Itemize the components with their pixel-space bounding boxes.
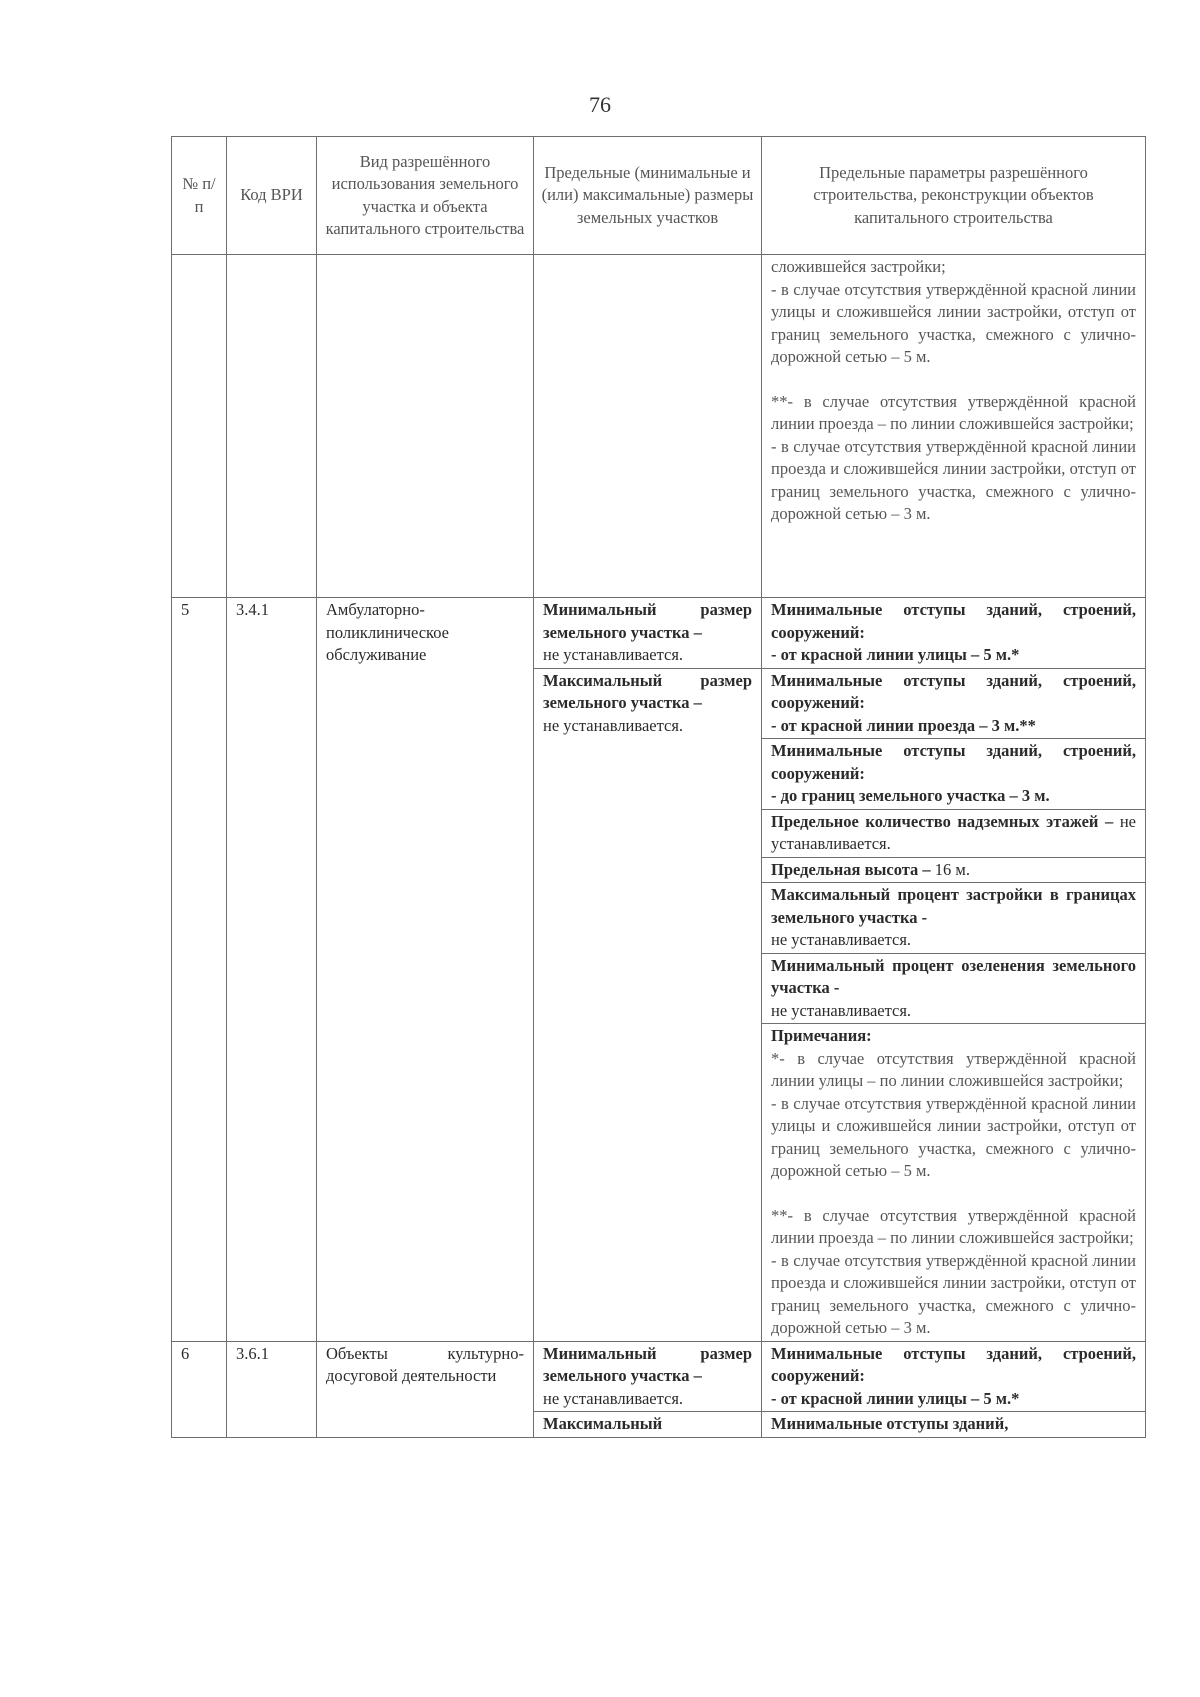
param-value: 16 м.: [934, 859, 970, 879]
param-title: Предельная высота –: [771, 859, 931, 879]
max-size-value: не устанавливается.: [543, 715, 684, 735]
param-value: - от красной линии проезда – 3 м.**: [771, 715, 1036, 735]
header-size: Предельные (минимальные и (или) максимальные) размеры земельных участков: [534, 137, 762, 255]
row5-param-floors: [762, 809, 1146, 857]
row5-code: 3.4.1: [227, 598, 317, 1342]
max-size-title: Максимальный: [543, 1414, 663, 1433]
notes-title: Примечания:: [771, 1026, 872, 1045]
param-value: не устанавливается.: [771, 930, 912, 949]
param-value: - до границ земельного участка – 3 м.: [771, 786, 1050, 805]
cell-use-empty: [317, 255, 534, 598]
continuation-text: - в случае отсутствия утверждённой красной линии проезда и сложившейся линии застройки, отступ от границ земельного участка, смежного с улично-дорожной сетью – 3 м.: [771, 436, 1136, 523]
note-text: - в случае отсутствия утверждённой красной линии улицы и сложившейся линии застройки, отступ от границ земельного участка, смежного с улично-дорожной сетью – 5 м.: [771, 1093, 1136, 1180]
param-title: Максимальный процент застройки в границах земельного участка -: [771, 885, 1136, 927]
param-value: - от красной линии улицы – 5 м.*: [771, 1388, 1020, 1408]
row6-use: Объекты культурно-досуговой деятельности: [317, 1341, 534, 1437]
param-title: Минимальные отступы зданий, строений, сооружений:: [771, 1343, 1136, 1385]
note-text: *- в случае отсутствия утверждённой красной линии улицы – по линии сложившейся застройки;: [771, 1048, 1136, 1090]
land-use-table: [171, 136, 1146, 1438]
row6-min-size: [534, 1341, 762, 1412]
min-size-title: Минимальный размер земельного участка –: [543, 1343, 752, 1385]
row5-num: 5: [172, 598, 227, 1342]
row5-param-border: [762, 739, 1146, 810]
page-number: 76: [589, 92, 611, 117]
row5-param-red-street: [762, 598, 1146, 669]
row5-param-height: [762, 857, 1146, 883]
param-value: не устанавливается.: [771, 1000, 912, 1020]
continuation-text: - в случае отсутствия утверждённой красной линии улицы и сложившейся линии застройки, отступ от границ земельного участка, смежного с улично-дорожной сетью – 5 м.: [771, 279, 1136, 366]
header-num: № п/п: [172, 137, 227, 255]
param-title: Минимальные отступы зданий, строений, сооружений:: [771, 741, 1136, 783]
param-value: не устанавливается.: [771, 811, 1136, 853]
row5-use: Амбулаторно-поликлиническое обслуживание: [317, 598, 534, 1342]
row5-notes: [762, 1024, 1146, 1342]
min-size-title: Минимальный размер земельного участка –: [543, 600, 752, 642]
row6-max-size: [534, 1412, 762, 1438]
param-title: Минимальные отступы зданий, строений, сооружений:: [771, 670, 1136, 712]
note-text: **- в случае отсутствия утверждённой красной линии проезда – по линии сложившейся застройки;: [771, 1205, 1136, 1247]
row5-param-green-pct: [762, 953, 1146, 1024]
param-title: Предельное количество надземных этажей –: [771, 811, 1114, 831]
note-text: - в случае отсутствия утверждённой красной линии проезда и сложившейся линии застройки, отступ от границ земельного участка, смежного с улично-дорожной сетью – 3 м.: [771, 1250, 1136, 1337]
header-params: Предельные параметры разрешённого строительства, реконструкции объектов капитального строительства: [762, 137, 1146, 255]
param-title: Минимальные отступы зданий, строений, сооружений:: [771, 600, 1136, 642]
cell-code-empty: [227, 255, 317, 598]
min-size-value: не устанавливается.: [543, 1388, 684, 1408]
param-title: Минимальные отступы зданий,: [771, 1414, 1009, 1433]
cell-num-empty: [172, 255, 227, 598]
row6-param-red-street: [762, 1341, 1146, 1412]
header-code: Код ВРИ: [227, 137, 317, 255]
min-size-value: не устанавливается.: [543, 645, 684, 664]
param-value: - от красной линии улицы – 5 м.*: [771, 645, 1020, 664]
row6-param-next: [762, 1412, 1146, 1438]
cell-size-empty: [534, 255, 762, 598]
continuation-text: сложившейся застройки;: [771, 257, 946, 276]
row6-num: 6: [172, 1341, 227, 1437]
table-row: [172, 255, 1146, 598]
row5-param-build-pct: [762, 883, 1146, 954]
cell-params-continuation: [762, 255, 1146, 598]
row6-code: 3.6.1: [227, 1341, 317, 1437]
continuation-text: **- в случае отсутствия утверждённой красной линии проезда – по линии сложившейся застройки;: [771, 391, 1136, 433]
row5-max-size: [534, 668, 762, 1341]
row5-param-red-drive: [762, 668, 1146, 739]
row5-min-size: [534, 598, 762, 669]
table-row: [172, 1341, 1146, 1412]
table-header-row: [172, 137, 1146, 255]
header-use: Вид разрешённого использования земельного участка и объекта капитального строительства: [317, 137, 534, 255]
table-row: [172, 598, 1146, 669]
param-title: Минимальный процент озеленения земельного участка -: [771, 955, 1136, 997]
max-size-title: Максимальный размер земельного участка –: [543, 670, 752, 712]
